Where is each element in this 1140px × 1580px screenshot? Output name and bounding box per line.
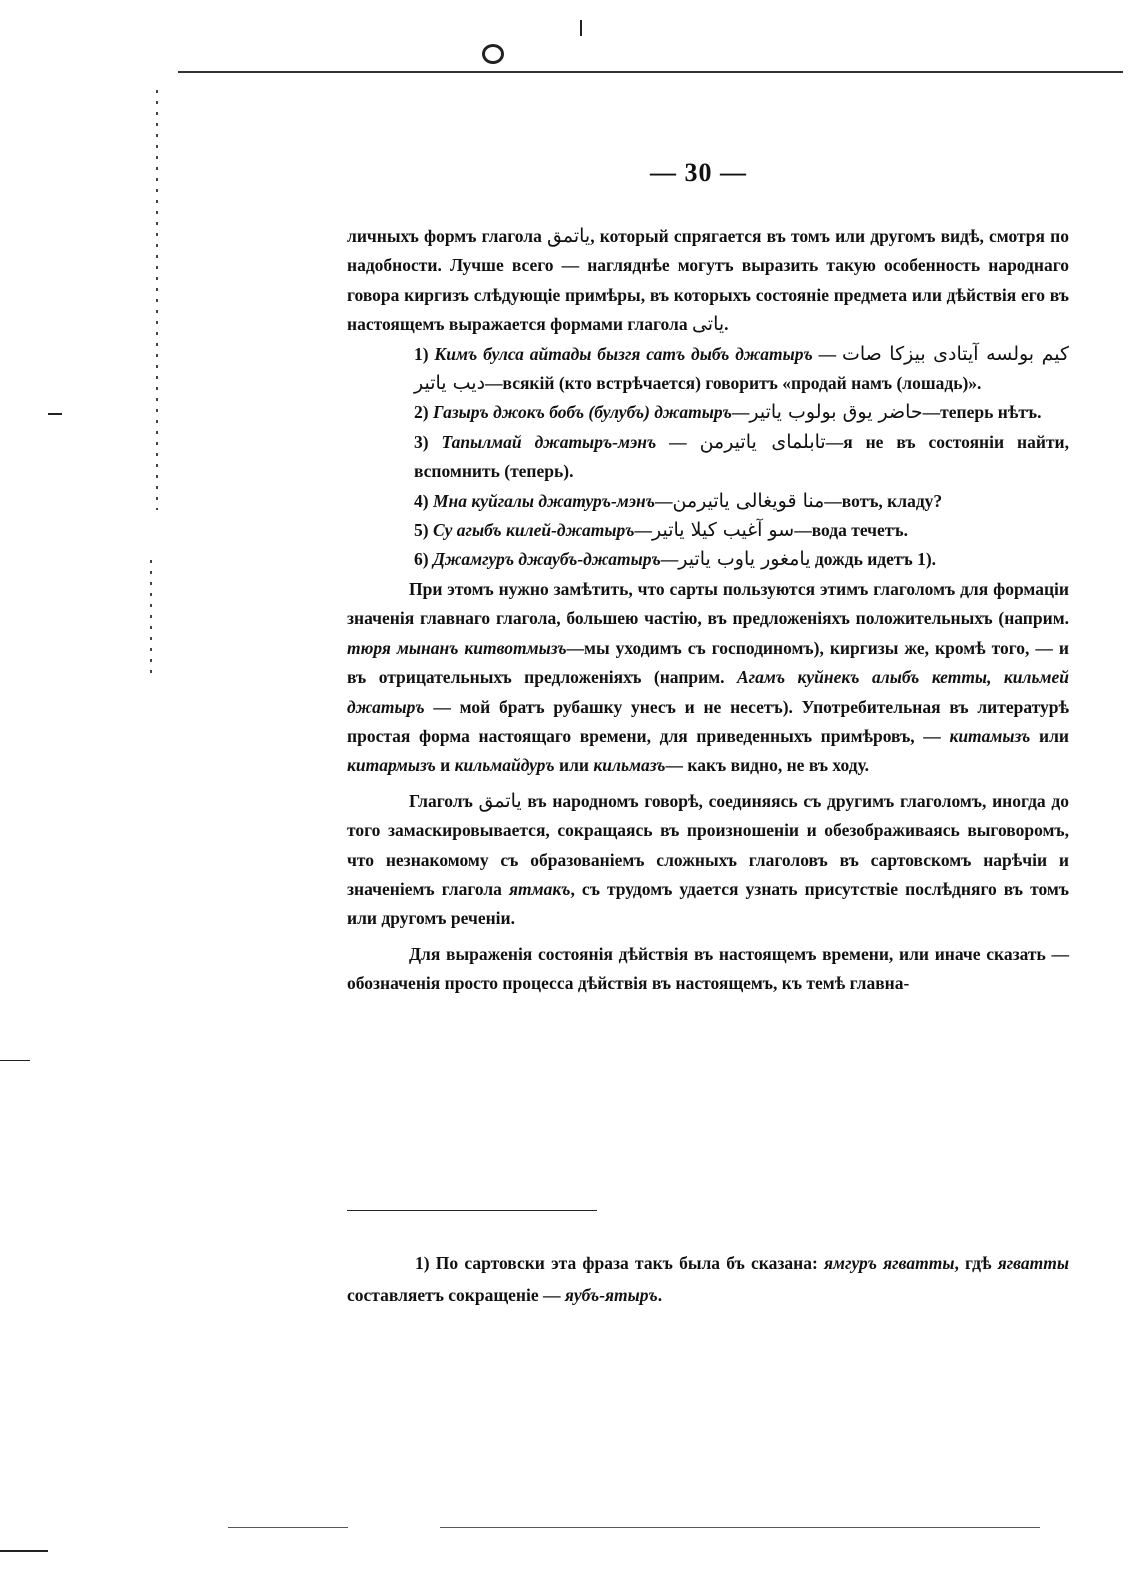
example-arabic: یامغور یاوب یاتیر	[678, 548, 811, 571]
example-number: 3)	[414, 431, 429, 452]
example-translation: дождь идетъ 1).	[814, 549, 937, 570]
scan-mark	[0, 1060, 30, 1061]
footnote	[347, 1247, 1069, 1311]
example-number: 4)	[414, 490, 429, 511]
italic-phrase: Агамъ куйнекъ алыбъ кетты, кильмей джатыръ	[347, 667, 1069, 717]
example-arabic: منا قویغالی یاتیرمن	[672, 489, 825, 512]
footnote-part: 1) По сартовски эта фраза такъ была бъ сказана:	[415, 1253, 824, 1273]
paragraph-text: — какъ видно, не въ ходу.	[665, 755, 869, 776]
arabic-word: یاتمق	[547, 225, 591, 247]
paragraph-text: .	[724, 314, 729, 335]
paragraph-text: , который спрягается въ томъ или другомъ видѣ, смотря по надобности. Лучше всего — нагляднѣе могутъ выразить такую особенность народнаго говора киргизъ слѣдующіе примѣры, въ которыхъ состояніе предмета или дѣйствія его въ настоящемъ выражается формами глагола	[347, 226, 1069, 335]
paragraph-text: и	[435, 755, 455, 776]
example-translation: —теперь нѣтъ.	[922, 402, 1042, 423]
example-number: 2)	[414, 402, 429, 423]
paragraph	[347, 575, 1069, 781]
footnote-part: .	[657, 1285, 663, 1305]
paragraph-text: или	[554, 755, 594, 776]
italic-phrase: китармызъ	[347, 755, 436, 776]
paragraph-text: —мы уходимъ съ господиномъ), киргизы же, кромѣ того, — и въ отрицательныхъ предложеніяхъ (наприм.	[347, 637, 1069, 688]
scan-mark	[48, 413, 62, 415]
example-item: 3) Тапылмай джатыръ-мэнъ — تابلمای یاتیرمن—я не въ состояніи найти, вспомнить (теперь).	[414, 430, 1069, 482]
example-transliteration: Су агыбъ килей-джатыръ	[432, 520, 635, 541]
example-translation: —вода течетъ.	[794, 520, 908, 541]
footnote-part: , гдѣ	[954, 1253, 998, 1273]
page-body	[347, 222, 1069, 999]
paragraph	[347, 787, 1069, 934]
example-arabic: تابلمای یاتیرمن	[699, 430, 826, 453]
footnote-rule	[347, 1210, 597, 1211]
paragraph-text: Глаголъ	[409, 790, 479, 811]
bottom-rule	[228, 1527, 348, 1528]
arabic-word: یاتی	[691, 313, 725, 336]
italic-phrase: ягватты	[997, 1253, 1069, 1273]
footnote-text	[347, 1247, 1069, 1311]
italic-phrase: ямгуръ ягватты	[823, 1253, 955, 1273]
example-transliteration: Мна куйгалы джатуръ-мэнъ	[432, 490, 655, 511]
example-item: 4) Мна куйгалы джатуръ-мэнъ—منا قویغالی یاتیرمن—вотъ, кладу?	[414, 489, 943, 512]
example-item: 1) Кимъ булса айтады бызгя сатъ дыбъ джатыръ — کیم بولسه آیتادی بیزکا صات دیب یاتیر—всякій (кто встрѣчается) говоритъ «продай намъ (лошадь)».	[414, 342, 1070, 395]
italic-phrase: тюря мынанъ китвотмызъ	[347, 637, 567, 658]
example-arabic: سو آغیب کیلا یاتیر	[652, 519, 795, 542]
example-number: 6)	[414, 549, 429, 570]
paragraph-text: или	[1030, 725, 1070, 746]
example-item: 2) Газыръ джокъ бобъ (булубъ) джатыръ—حاضر یوق بولوب یاتیر—теперь нѣтъ.	[414, 401, 1042, 424]
scan-mark-ring	[482, 44, 504, 64]
paragraph-text: личныхъ формъ глагола	[347, 226, 547, 246]
scan-mark	[0, 1550, 48, 1552]
paragraph-text: , съ трудомъ удается узнать присутствіе послѣдняго въ томъ или другомъ реченіи.	[347, 878, 1069, 929]
top-rule	[178, 71, 1123, 73]
example-number: 1)	[414, 343, 429, 364]
example-translation: —вотъ, кладу?	[824, 490, 943, 511]
example-transliteration: Тапылмай джатыръ-мэнъ	[441, 431, 657, 452]
footnote-part: составляетъ сокращеніе —	[347, 1285, 565, 1305]
italic-phrase: кильмазъ	[593, 755, 666, 776]
page-number: — 30 —	[650, 158, 747, 187]
example-arabic: حاضر یوق بولوب یاتیر	[749, 401, 923, 424]
example-item: 5) Су агыбъ килей-джатыръ—سو آغیب کیلا یاتیر—вода течетъ.	[414, 519, 908, 542]
example-translation: —я не въ состояніи найти, вспомнить (теперь).	[414, 431, 1069, 482]
example-translation: —всякій (кто встрѣчается) говоритъ «продай намъ (лошадь)».	[485, 373, 982, 394]
paragraph-text: — мой братъ рубашку унесъ и не несетъ). Употребительная въ литературѣ простая форма настоящаго времени, для приведенныхъ примѣровъ, —	[347, 696, 1069, 746]
bottom-rule	[440, 1527, 1040, 1528]
arabic-word: یاتمق	[478, 789, 522, 812]
example-transliteration: Джамгуръ джаубъ-джатыръ	[432, 549, 661, 570]
paragraph-text: Для выраженія состоянія дѣйствія въ настоящемъ времени, или иначе сказать — обозначенія просто процесса дѣйствія въ настоящемъ, къ темѣ главна-	[347, 943, 1069, 994]
paragraph-text: При этомъ нужно замѣтить, что сарты пользуются этимъ глаголомъ для формаціи значенія главнаго глагола, большею частію, въ предложеніяхъ положительныхъ (наприм.	[347, 578, 1069, 629]
paragraph	[347, 940, 1069, 999]
italic-phrase: ятмакъ	[509, 878, 571, 899]
italic-phrase: китамызъ	[949, 725, 1031, 746]
example-item: 6) Джамгуръ джаубъ-джатыръ—یامغور یاوب یاتیر дождь идетъ 1).	[414, 548, 937, 571]
example-transliteration: Газыръ джокъ бобъ (булубъ) джатыръ	[432, 402, 732, 423]
example-number: 5)	[414, 520, 429, 541]
scan-mark	[580, 20, 582, 36]
paragraph	[347, 222, 1069, 340]
binding-dots	[150, 560, 152, 680]
example-arabic: کیم بولسه آیتادی بیزکا صات دیب یاتیر	[414, 342, 1070, 395]
paragraph-text: въ народномъ говорѣ, соединяясь съ другимъ глаголомъ, иногда до того замаскировывается, сокращаясь въ произношеніи и обезображиваясь выговоромъ, что незнакомому съ образованіемъ сложныхъ глаголовъ въ сартовскомъ нарѣчіи и значеніемъ глагола	[347, 790, 1069, 899]
italic-phrase: яубъ-ятыръ	[564, 1285, 658, 1305]
italic-phrase: кильмайдуръ	[454, 755, 555, 776]
binding-dots	[156, 90, 158, 510]
example-transliteration: Кимъ булса айтады бызгя сатъ дыбъ джатыръ	[434, 343, 813, 364]
